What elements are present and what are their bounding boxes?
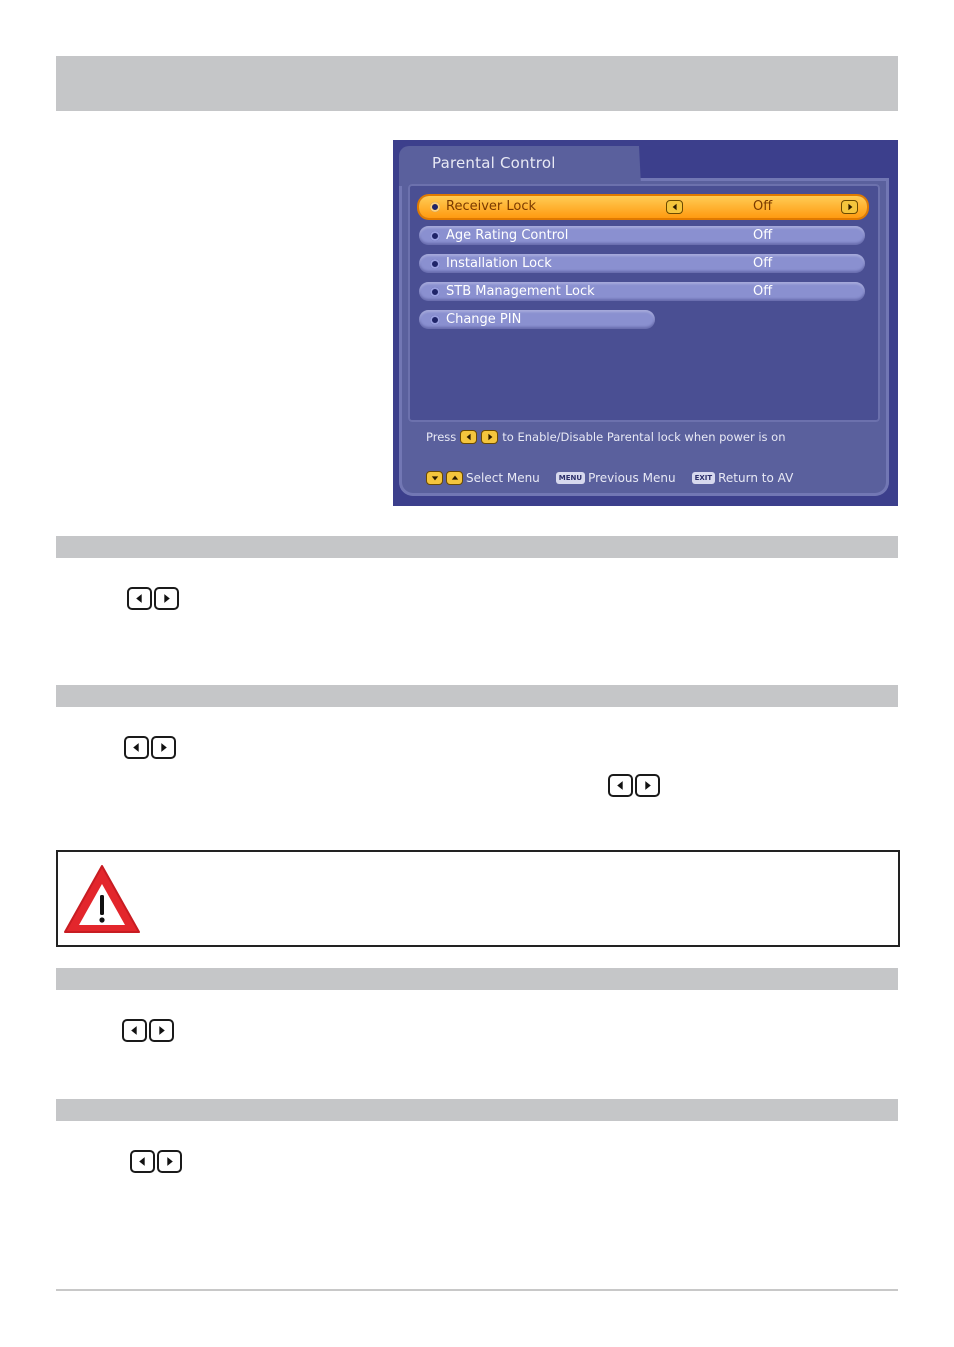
arrow-left-icon bbox=[122, 1019, 147, 1042]
menu-row-label: Receiver Lock bbox=[446, 199, 537, 214]
section-bar-4 bbox=[56, 1099, 898, 1121]
legend-return-to-av: Return to AV bbox=[718, 471, 794, 485]
arrow-right-icon bbox=[157, 1150, 182, 1173]
arrow-right-icon bbox=[635, 774, 660, 797]
arrow-right-icon bbox=[149, 1019, 174, 1042]
menu-row-receiver-lock[interactable] bbox=[419, 196, 867, 218]
arrow-left-icon bbox=[124, 736, 149, 759]
section-bar-1 bbox=[56, 536, 898, 558]
arrow-left-icon bbox=[127, 587, 152, 610]
menu-row-installation-lock[interactable] bbox=[419, 254, 865, 273]
warning-box bbox=[56, 850, 900, 947]
osd-hint bbox=[426, 430, 786, 444]
menu-row-value: Off bbox=[753, 256, 773, 271]
arrow-left-icon bbox=[130, 1150, 155, 1173]
menu-key-icon: MENU bbox=[556, 472, 585, 484]
arrow-keys-5 bbox=[130, 1150, 182, 1173]
legend-previous-menu: Previous Menu bbox=[588, 471, 676, 485]
bullet-icon bbox=[430, 231, 440, 241]
bullet-icon bbox=[430, 259, 440, 269]
osd-tab-title: Parental Control bbox=[432, 154, 556, 172]
arrow-left-icon bbox=[460, 430, 477, 444]
menu-row-value: Off bbox=[753, 228, 773, 243]
header-band bbox=[56, 56, 898, 111]
legend-select-menu: Select Menu bbox=[466, 471, 540, 485]
hint-press: Press bbox=[426, 430, 457, 444]
arrow-keys-3 bbox=[608, 774, 660, 797]
arrow-right-icon bbox=[154, 587, 179, 610]
section-bar-3 bbox=[56, 968, 898, 990]
menu-row-label: Age Rating Control bbox=[446, 228, 569, 243]
parental-control-screenshot bbox=[393, 140, 898, 506]
arrow-keys-2 bbox=[124, 736, 176, 759]
menu-row-value: Off bbox=[753, 199, 773, 214]
menu-row-label: Installation Lock bbox=[446, 256, 552, 271]
hint-text: to Enable/Disable Parental lock when power is on bbox=[502, 430, 786, 444]
menu-row-label: Change PIN bbox=[446, 312, 522, 327]
menu-row-value: Off bbox=[753, 284, 773, 299]
arrow-left-icon bbox=[608, 774, 633, 797]
menu-row-label: STB Management Lock bbox=[446, 284, 595, 299]
bullet-icon bbox=[430, 287, 440, 297]
bullet-icon bbox=[430, 315, 440, 325]
menu-row-stb-management-lock[interactable] bbox=[419, 282, 865, 301]
osd-legend bbox=[426, 471, 793, 485]
warning-triangle-icon bbox=[61, 862, 143, 936]
arrow-right-icon bbox=[841, 200, 858, 214]
arrow-right-icon bbox=[151, 736, 176, 759]
arrow-keys-1 bbox=[127, 587, 179, 610]
arrow-keys-4 bbox=[122, 1019, 174, 1042]
menu-row-change-pin[interactable] bbox=[419, 310, 655, 329]
arrow-right-icon bbox=[481, 430, 498, 444]
exit-key-icon: EXIT bbox=[692, 472, 716, 484]
osd-menu-list bbox=[408, 184, 880, 422]
menu-row-age-rating-control[interactable] bbox=[419, 226, 865, 245]
arrow-up-icon bbox=[446, 471, 463, 485]
bullet-icon bbox=[430, 202, 440, 212]
footer-rule bbox=[56, 1289, 898, 1291]
arrow-left-icon bbox=[666, 200, 683, 214]
arrow-down-icon bbox=[426, 471, 443, 485]
section-bar-2 bbox=[56, 685, 898, 707]
